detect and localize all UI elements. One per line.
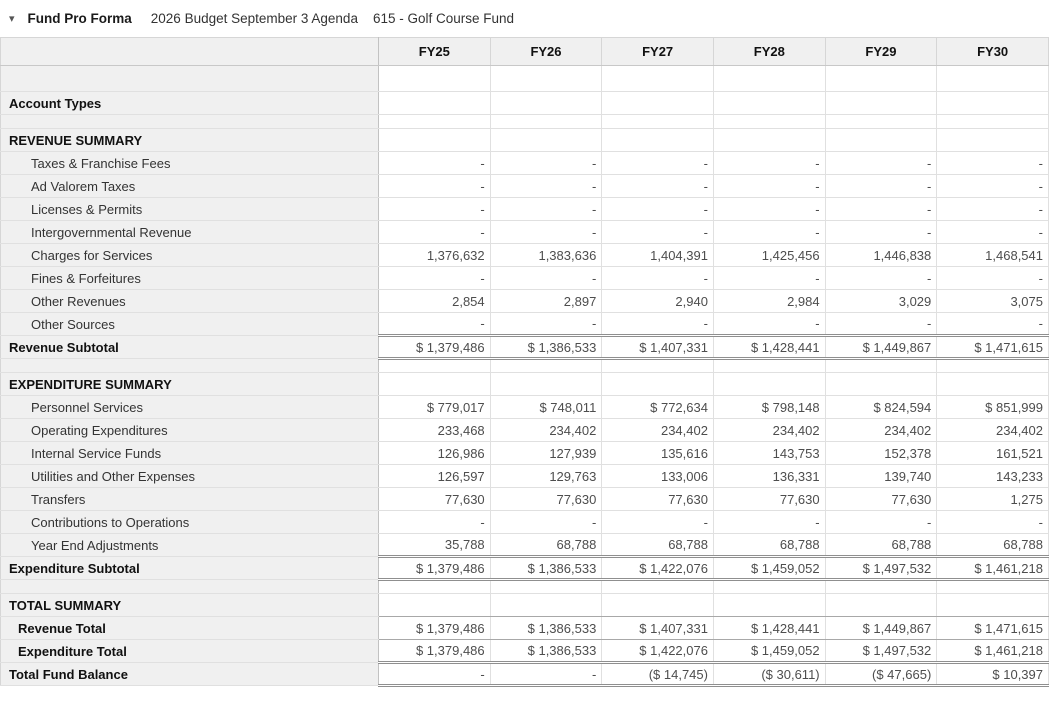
table-header-row [1,38,1049,66]
row-label: Other Sources [1,313,379,336]
value-cell: - [379,198,491,221]
value-cell: - [937,511,1049,534]
value-cell: $ 1,407,331 [602,617,714,640]
budget-name: 2026 Budget September 3 Agenda [150,11,358,26]
value-cell: - [825,198,937,221]
value-cell [713,92,825,115]
value-cell: $ 1,379,486 [379,617,491,640]
value-cell: $ 1,461,218 [937,557,1049,580]
value-cell: - [379,267,491,290]
table-row [1,152,1049,175]
row-label: Licenses & Permits [1,198,379,221]
row-label: EXPENDITURE SUMMARY [1,373,379,396]
value-cell [713,129,825,152]
value-cell: 135,616 [602,442,714,465]
row-label: Operating Expenditures [1,419,379,442]
table-row [1,92,1049,115]
table-row [1,373,1049,396]
row-label: Internal Service Funds [1,442,379,465]
value-cell: 2,940 [602,290,714,313]
value-cell: 77,630 [602,488,714,511]
value-cell: - [825,313,937,336]
row-label: Taxes & Franchise Fees [1,152,379,175]
table-row [1,175,1049,198]
value-cell: 77,630 [490,488,602,511]
value-cell: 3,075 [937,290,1049,313]
value-cell: - [602,511,714,534]
value-cell: 234,402 [490,419,602,442]
table-row [1,129,1049,152]
table-row [1,580,1049,594]
value-cell [602,373,714,396]
column-header-fy27: FY27 [602,38,714,66]
value-cell: 234,402 [937,419,1049,442]
value-cell: $ 1,459,052 [713,640,825,663]
table-row [1,198,1049,221]
value-cell: $ 772,634 [602,396,714,419]
value-cell: - [825,221,937,244]
value-cell [490,129,602,152]
value-cell [713,66,825,92]
value-cell: 143,233 [937,465,1049,488]
table-row [1,557,1049,580]
value-cell [602,359,714,373]
value-cell: $ 1,497,532 [825,640,937,663]
report-title: Fund Pro Forma [27,11,132,26]
value-cell [825,359,937,373]
value-cell [937,359,1049,373]
value-cell: $ 851,999 [937,396,1049,419]
value-cell: 3,029 [825,290,937,313]
row-label: Personnel Services [1,396,379,419]
value-cell: $ 748,011 [490,396,602,419]
value-cell: - [379,152,491,175]
value-cell: 127,939 [490,442,602,465]
row-label: Utilities and Other Expenses [1,465,379,488]
row-label: Total Fund Balance [1,663,379,686]
value-cell: - [490,152,602,175]
value-cell: 126,597 [379,465,491,488]
value-cell: 2,854 [379,290,491,313]
value-cell: 1,468,541 [937,244,1049,267]
value-cell: 152,378 [825,442,937,465]
value-cell: - [937,175,1049,198]
table-row [1,313,1049,336]
value-cell [825,66,937,92]
value-cell [713,580,825,594]
value-cell: $ 1,407,331 [602,336,714,359]
row-label [1,580,379,594]
value-cell: $ 1,497,532 [825,557,937,580]
table-row [1,336,1049,359]
value-cell [825,129,937,152]
value-cell: - [379,221,491,244]
value-cell: $ 1,449,867 [825,617,937,640]
value-cell [379,66,491,92]
row-label [1,359,379,373]
value-cell: 234,402 [825,419,937,442]
value-cell: - [937,221,1049,244]
table-row [1,617,1049,640]
value-cell: $ 1,386,533 [490,617,602,640]
value-cell [379,373,491,396]
value-cell: - [713,152,825,175]
value-cell: $ 1,386,533 [490,640,602,663]
value-cell: 161,521 [937,442,1049,465]
row-label: Fines & Forfeitures [1,267,379,290]
value-cell: - [713,313,825,336]
value-cell: 1,383,636 [490,244,602,267]
table-row [1,640,1049,663]
value-cell [713,373,825,396]
column-header-fy28: FY28 [713,38,825,66]
value-cell: - [490,267,602,290]
value-cell: - [490,221,602,244]
value-cell: $ 1,471,615 [937,617,1049,640]
column-header-fy26: FY26 [490,38,602,66]
value-cell: - [490,198,602,221]
value-cell: $ 1,449,867 [825,336,937,359]
report-header-bar [0,0,1055,37]
value-cell: - [602,313,714,336]
value-cell: - [937,267,1049,290]
value-cell: $ 798,148 [713,396,825,419]
value-cell: - [937,152,1049,175]
row-label: Other Revenues [1,290,379,313]
value-cell [937,115,1049,129]
table-row [1,396,1049,419]
table-row [1,244,1049,267]
row-label: Account Types [1,92,379,115]
value-cell: 126,986 [379,442,491,465]
table-row [1,465,1049,488]
collapse-arrow-icon[interactable]: ▾ [9,13,15,25]
value-cell [490,580,602,594]
value-cell: 68,788 [490,534,602,557]
value-cell [713,115,825,129]
corner-cell [1,38,379,66]
value-cell [379,359,491,373]
value-cell: 129,763 [490,465,602,488]
value-cell [379,92,491,115]
value-cell: 35,788 [379,534,491,557]
table-row [1,511,1049,534]
row-label [1,66,379,92]
value-cell [602,92,714,115]
value-cell: 234,402 [602,419,714,442]
value-cell: - [713,511,825,534]
value-cell: 77,630 [825,488,937,511]
value-cell: $ 10,397 [937,663,1049,686]
table-row [1,359,1049,373]
value-cell [825,580,937,594]
value-cell [490,373,602,396]
value-cell [490,594,602,617]
row-label: Charges for Services [1,244,379,267]
row-label: Transfers [1,488,379,511]
value-cell [937,92,1049,115]
fund-name: 615 - Golf Course Fund [372,11,515,26]
value-cell: - [825,511,937,534]
value-cell [825,594,937,617]
value-cell [379,129,491,152]
table-row [1,290,1049,313]
value-cell [937,373,1049,396]
value-cell: 1,425,456 [713,244,825,267]
value-cell: ($ 30,611) [713,663,825,686]
value-cell [602,115,714,129]
value-cell [490,115,602,129]
row-label [1,115,379,129]
value-cell [490,359,602,373]
value-cell: 133,006 [602,465,714,488]
value-cell: - [825,267,937,290]
value-cell [937,129,1049,152]
value-cell: 68,788 [825,534,937,557]
value-cell: - [602,175,714,198]
column-header-fy25: FY25 [379,38,491,66]
value-cell: $ 1,386,533 [490,336,602,359]
row-label: Intergovernmental Revenue [1,221,379,244]
value-cell [379,594,491,617]
value-cell: 234,402 [713,419,825,442]
table-row [1,115,1049,129]
row-label: Revenue Total [1,617,379,640]
value-cell [379,580,491,594]
value-cell [602,580,714,594]
row-label: REVENUE SUMMARY [1,129,379,152]
row-label: Contributions to Operations [1,511,379,534]
value-cell: 77,630 [713,488,825,511]
table-row [1,663,1049,686]
value-cell: 68,788 [602,534,714,557]
value-cell [602,129,714,152]
pro-forma-table [0,37,1049,687]
value-cell: 1,275 [937,488,1049,511]
table-row [1,488,1049,511]
column-header-fy30: FY30 [937,38,1049,66]
row-label: Ad Valorem Taxes [1,175,379,198]
value-cell: - [490,663,602,686]
value-cell: 2,984 [713,290,825,313]
value-cell: - [825,152,937,175]
value-cell: 1,446,838 [825,244,937,267]
value-cell: - [602,267,714,290]
value-cell: - [602,198,714,221]
value-cell [490,92,602,115]
column-header-fy29: FY29 [825,38,937,66]
value-cell: - [379,511,491,534]
value-cell: - [937,313,1049,336]
value-cell: - [825,175,937,198]
row-label: Expenditure Subtotal [1,557,379,580]
value-cell [825,92,937,115]
value-cell: - [937,198,1049,221]
table-row [1,66,1049,92]
row-label: TOTAL SUMMARY [1,594,379,617]
value-cell [602,66,714,92]
value-cell: - [490,175,602,198]
value-cell: - [490,511,602,534]
value-cell [713,594,825,617]
value-cell: $ 1,428,441 [713,336,825,359]
value-cell: $ 1,471,615 [937,336,1049,359]
value-cell: 1,376,632 [379,244,491,267]
value-cell: $ 1,379,486 [379,640,491,663]
value-cell: $ 824,594 [825,396,937,419]
row-label: Revenue Subtotal [1,336,379,359]
value-cell [825,115,937,129]
value-cell: - [602,221,714,244]
value-cell: $ 1,422,076 [602,557,714,580]
value-cell: $ 1,379,486 [379,557,491,580]
value-cell: - [713,221,825,244]
value-cell: ($ 47,665) [825,663,937,686]
value-cell [379,115,491,129]
table-row [1,419,1049,442]
value-cell: 136,331 [713,465,825,488]
value-cell [490,66,602,92]
value-cell: $ 1,422,076 [602,640,714,663]
value-cell: 68,788 [937,534,1049,557]
value-cell: - [379,175,491,198]
value-cell [713,359,825,373]
value-cell: $ 779,017 [379,396,491,419]
value-cell: $ 1,379,486 [379,336,491,359]
table-row [1,221,1049,244]
value-cell [602,594,714,617]
value-cell: - [713,175,825,198]
value-cell: 139,740 [825,465,937,488]
value-cell: 233,468 [379,419,491,442]
value-cell: $ 1,428,441 [713,617,825,640]
value-cell: $ 1,386,533 [490,557,602,580]
table-body [1,66,1049,686]
value-cell: - [713,198,825,221]
value-cell [937,594,1049,617]
value-cell [937,66,1049,92]
value-cell: $ 1,461,218 [937,640,1049,663]
value-cell: ($ 14,745) [602,663,714,686]
value-cell [937,580,1049,594]
table-row [1,442,1049,465]
value-cell: - [713,267,825,290]
value-cell: - [490,313,602,336]
value-cell: - [379,663,491,686]
table-row [1,594,1049,617]
table-row [1,534,1049,557]
value-cell: 77,630 [379,488,491,511]
value-cell: $ 1,459,052 [713,557,825,580]
row-label: Expenditure Total [1,640,379,663]
table-row [1,267,1049,290]
value-cell: 1,404,391 [602,244,714,267]
value-cell: 2,897 [490,290,602,313]
value-cell: 68,788 [713,534,825,557]
value-cell: 143,753 [713,442,825,465]
value-cell: - [602,152,714,175]
value-cell: - [379,313,491,336]
row-label: Year End Adjustments [1,534,379,557]
value-cell [825,373,937,396]
